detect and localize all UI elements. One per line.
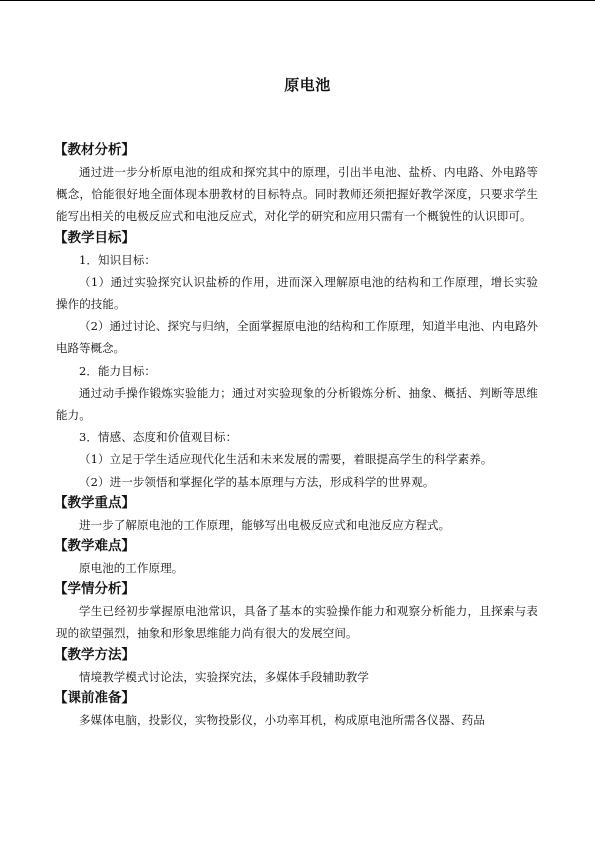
- document-title: 原电池: [284, 76, 331, 94]
- paragraph: 原电池的工作原理。: [79, 561, 184, 576]
- section-heading-difficult-points: 【教学难点】: [54, 538, 135, 555]
- paragraph: 通过动手操作锻炼实验能力；通过对实验现象的分析锻炼分析、抽象、概括、判断等思维能力。: [56, 385, 538, 423]
- paragraph: （1）通过实验探究认识盐桥的作用，进而深入理解原电池的结构和工作原理，增长实验操作的技能。: [56, 274, 538, 312]
- section-heading-teaching-methods: 【教学方法】: [54, 646, 135, 663]
- section-heading-key-points: 【教学重点】: [54, 494, 135, 511]
- paragraph: 2．能力目标：: [79, 363, 157, 378]
- section-heading-student-analysis: 【学情分析】: [54, 581, 135, 598]
- paragraph: 情境教学模式讨论法，实验探究法，多媒体手段辅助教学: [79, 669, 369, 684]
- paragraph: （2）通过讨论、探究与归纳，全面掌握原电池的结构和工作原理，知道半电池、内电路外电路等概念。: [56, 319, 538, 356]
- paragraph: 学生已经初步掌握原电池常识，具备了基本的实验操作能力和观察分析能力，且探索与表现的欲望强烈，抽象和形象思维能力尚有很大的发展空间。: [56, 604, 538, 641]
- section-heading-preparation: 【课前准备】: [54, 689, 135, 706]
- paragraph: （1）立足于学生适应现代化生活和未来发展的需要，着眼提高学生的科学素养。: [79, 452, 493, 467]
- section-heading-teaching-objectives: 【教学目标】: [54, 229, 135, 246]
- paragraph: （2）进一步领悟和掌握化学的基本原理与方法，形成科学的世界观。: [79, 474, 435, 489]
- paragraph: 3．情感、态度和价值观目标：: [79, 430, 238, 445]
- paragraph: 1．知识目标：: [79, 252, 157, 267]
- document-body: [56, 140, 538, 731]
- paragraph: 多媒体电脑，投影仪，实物投影仪，小功率耳机，构成原电池所需各仪器、药品: [79, 712, 485, 727]
- paragraph: 进一步了解原电池的工作原理，能够写出电极反应式和电池反应方程式。: [79, 517, 451, 532]
- page-top-rule: [0, 0, 595, 1]
- paragraph: 通过进一步分析原电池的组成和探究其中的原理，引出半电池、盐桥、内电路、外电路等概念，恰能很好地全面体现本册教材的目标特点。同时教师还须把握好教学深度，只要求学生能写出相关的电极反应式和电池反应式，对化学的研究和应用只需有一个概貌性的认识即可。: [56, 165, 538, 224]
- section-heading-textbook-analysis: 【教材分析】: [54, 142, 135, 158]
